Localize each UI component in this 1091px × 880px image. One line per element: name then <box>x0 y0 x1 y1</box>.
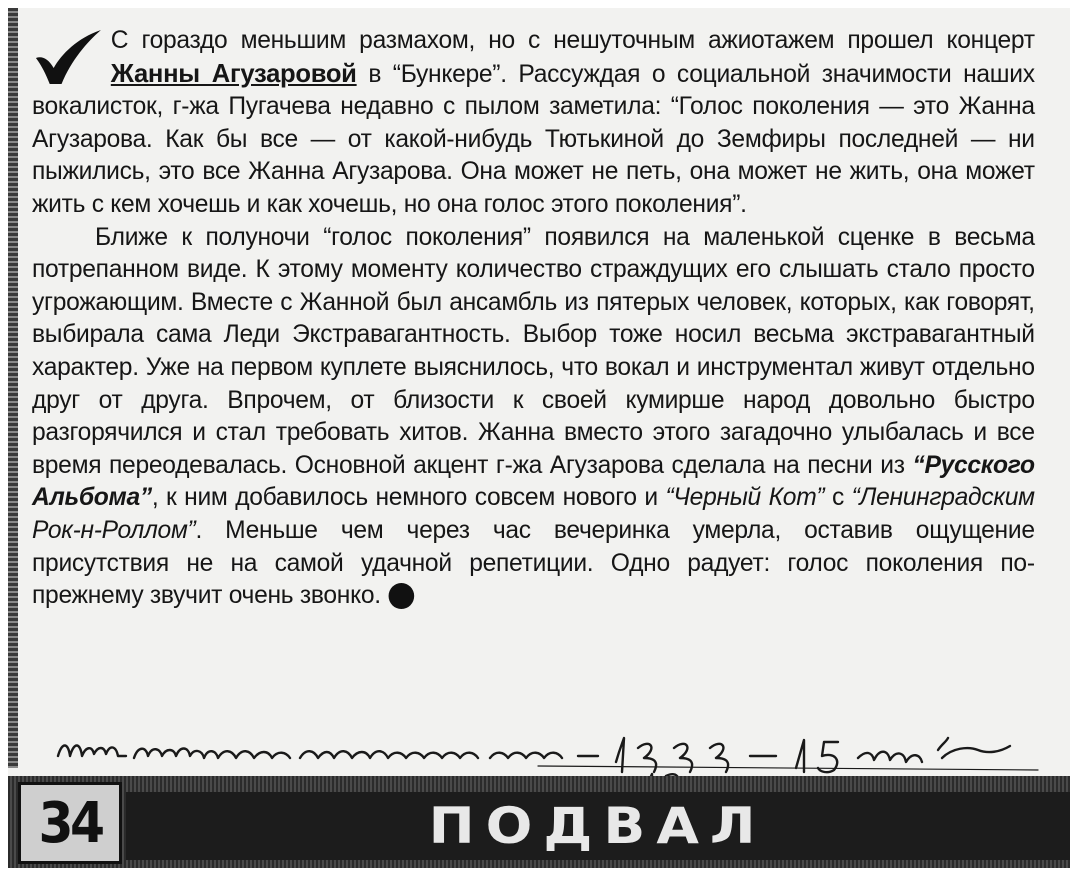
song-title-2: “Ленинградским Рок-н-Роллом” <box>32 483 1035 544</box>
paragraph-2-part-3: с <box>824 483 852 512</box>
scan-edge <box>8 8 18 768</box>
paragraph-2 <box>32 221 1035 612</box>
paragraph-1-intro: С гораздо меньшим размахом, но с нешуточным ажиотажем прошел концерт <box>110 26 1035 54</box>
paragraph-1-rest: в “Бункере”. Рассуждая о социальной значимости наших вокалисток, г-жа Пугачева недавно с пылом заметила: “Голос поколения — это Жанна Агузарова. Как бы все — от какой-нибудь Тютькиной до Земфиры последней — ни пыжились, это все Жанна Агузарова. Она может не петь, она может не жить, она может жить с кем хочешь и как хочешь, но она голос этого поколения”. <box>32 59 1035 218</box>
newspaper-clipping <box>8 8 1070 868</box>
section-number: 34 <box>38 790 102 856</box>
bullet-dot-icon <box>389 583 415 609</box>
album-title: “Русского Альбома” <box>32 450 1035 512</box>
paragraph-1 <box>32 24 1035 221</box>
banner-title-bar <box>126 792 1070 860</box>
artist-name: Жанны Агузаровой <box>110 57 357 88</box>
article-body <box>32 24 1035 612</box>
paragraph-2-part-4: . Меньше чем через час вечеринка умерла, оставив ощущение присутствия не на самой удачной репетиции. Одно радует: голос поколения по-прежнему звучит очень звонко. <box>32 515 1035 610</box>
paragraph-2-part-1: Ближе к полуночи “голос поколения” появился на маленькой сценке в весьма потрепанном виде. К этому моменту количество страждущих его слышать стало просто угрожающим. Вместе с Жанной был ансамбль из пятерых человек, которых, как говорят, выбирала сама Леди Экстравагантность. Выбор тоже носил весьма экстравагантный характер. Уже на первом куплете выяснилось, что вокал и инструментал живут отдельно друг от друга. Впрочем, от близости к своей кумирше народ довольно быстро разгорячился и стал требовать хитов. Жанна вместо этого загадочно улыбалась и все время переодевалась. Основной акцент г-жа Агузарова сделала на песни из <box>32 222 1035 479</box>
song-title-1: “Черный Кот” <box>665 483 825 512</box>
checkmark-icon <box>32 28 105 86</box>
section-title: ПОДВАЛ <box>429 797 767 855</box>
section-banner <box>8 776 1070 868</box>
paragraph-2-part-2: , к ним добавилось немного совсем нового и <box>151 483 666 512</box>
section-number-badge <box>18 782 122 864</box>
